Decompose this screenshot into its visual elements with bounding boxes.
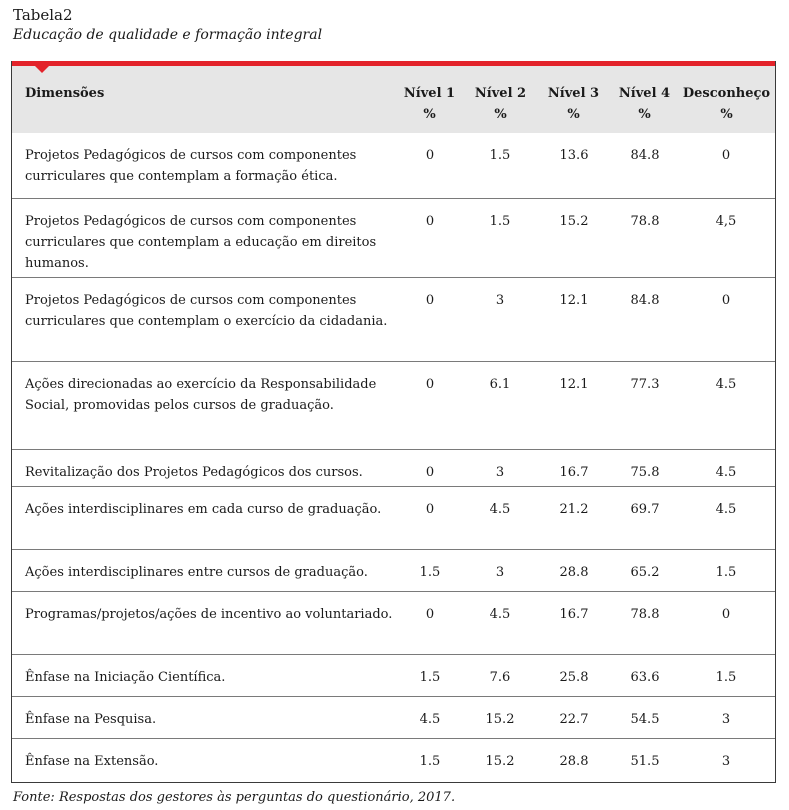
row-label: Ênfase na Pesquisa.	[25, 712, 157, 727]
cell-value: 0	[721, 607, 731, 622]
header-unit: %	[494, 107, 507, 122]
table-row	[12, 278, 775, 362]
header-unit: %	[567, 107, 580, 122]
cell-value: 65.2	[630, 565, 660, 580]
cell-value: 0	[425, 148, 435, 163]
cell-value: 63.6	[630, 670, 660, 685]
row-label: Ênfase na Extensão.	[25, 754, 159, 769]
cell-value: 0	[721, 148, 731, 163]
cell-value: 3	[721, 712, 731, 727]
cell-value: 22.7	[559, 712, 589, 727]
row-label: Ações interdisciplinares entre cursos de graduação.	[25, 565, 368, 580]
accent-notch	[35, 66, 49, 73]
cell-value: 77.3	[630, 377, 660, 392]
cell-value: 6.1	[489, 377, 511, 392]
cell-value: 4.5	[715, 502, 737, 517]
cell-value: 84.8	[630, 293, 660, 308]
header-label: Nível 2	[474, 86, 527, 101]
cell-value: 3	[495, 565, 505, 580]
cell-value: 0	[425, 465, 435, 480]
header-unit: %	[720, 107, 733, 122]
header-label: Dimensões	[25, 86, 105, 101]
row-label: Ênfase na Iniciação Científica.	[25, 670, 226, 685]
header-label: Desconheço	[682, 86, 771, 101]
cell-value: 0	[425, 214, 435, 229]
cell-value: 4.5	[489, 502, 511, 517]
header-dimensoes	[25, 83, 104, 104]
header-unit: %	[638, 107, 651, 122]
cell-value: 0	[425, 607, 435, 622]
cell-value: 78.8	[630, 607, 660, 622]
table-row	[12, 655, 775, 697]
table-row	[12, 550, 775, 592]
row-label: Ações direcionadas ao exercício da Responsabilidade Social, promovidas pelos cursos de graduação.	[25, 377, 377, 413]
cell-value: 51.5	[630, 754, 660, 769]
header-nivel-3	[541, 83, 606, 125]
header-label: Nível 3	[547, 86, 600, 101]
cell-value: 12.1	[559, 377, 589, 392]
row-label: Ações interdisciplinares em cada curso de graduação.	[25, 502, 382, 517]
cell-value: 84.8	[630, 148, 660, 163]
cell-value: 1.5	[489, 214, 511, 229]
header-unit: %	[423, 107, 436, 122]
cell-value: 15.2	[485, 754, 515, 769]
table-row	[12, 362, 775, 450]
cell-value: 3	[495, 465, 505, 480]
table-row	[12, 199, 775, 278]
cell-value: 16.7	[559, 465, 589, 480]
header-nivel-1	[397, 83, 462, 125]
table-row	[12, 450, 775, 487]
row-label: Revitalização dos Projetos Pedagógicos dos cursos.	[25, 465, 363, 480]
cell-value: 12.1	[559, 293, 589, 308]
table-title: Tabela2	[13, 6, 73, 24]
cell-value: 75.8	[630, 465, 660, 480]
cell-value: 15.2	[485, 712, 515, 727]
cell-value: 7.6	[489, 670, 511, 685]
header-label: Nível 1	[403, 86, 456, 101]
table-row	[12, 739, 775, 782]
header-label: Nível 4	[618, 86, 671, 101]
cell-value: 0	[721, 293, 731, 308]
cell-value: 0	[425, 293, 435, 308]
header-nivel-4	[612, 83, 677, 125]
cell-value: 16.7	[559, 607, 589, 622]
cell-value: 3	[495, 293, 505, 308]
row-label: Programas/projetos/ações de incentivo ao voluntariado.	[25, 607, 393, 622]
table-row	[12, 133, 775, 199]
cell-value: 3	[721, 754, 731, 769]
cell-value: 4.5	[715, 377, 737, 392]
cell-value: 54.5	[630, 712, 660, 727]
header-nivel-2	[468, 83, 533, 125]
cell-value: 0	[425, 502, 435, 517]
cell-value: 4,5	[715, 214, 737, 229]
cell-value: 15.2	[559, 214, 589, 229]
row-label: Projetos Pedagógicos de cursos com componentes curriculares que contemplam o exercício da cidadania.	[25, 293, 388, 329]
cell-value: 4.5	[419, 712, 441, 727]
table-header	[12, 66, 775, 133]
header-desconheco	[679, 83, 774, 125]
table-row	[12, 487, 775, 550]
cell-value: 1.5	[715, 670, 737, 685]
cell-value: 28.8	[559, 565, 589, 580]
table-row	[12, 592, 775, 655]
cell-value: 0	[425, 377, 435, 392]
cell-value: 4.5	[489, 607, 511, 622]
cell-value: 1.5	[419, 670, 441, 685]
cell-value: 25.8	[559, 670, 589, 685]
cell-value: 69.7	[630, 502, 660, 517]
table-source: Fonte: Respostas dos gestores às perguntas do questionário, 2017.	[13, 790, 456, 805]
data-table	[11, 61, 776, 783]
cell-value: 28.8	[559, 754, 589, 769]
table-row	[12, 697, 775, 739]
cell-value: 1.5	[489, 148, 511, 163]
cell-value: 1.5	[419, 754, 441, 769]
cell-value: 1.5	[419, 565, 441, 580]
row-label: Projetos Pedagógicos de cursos com componentes curriculares que contemplam a educação em direitos humanos.	[25, 214, 377, 271]
table-subtitle: Educação de qualidade e formação integral	[13, 27, 323, 43]
cell-value: 1.5	[715, 565, 737, 580]
cell-value: 4.5	[715, 465, 737, 480]
cell-value: 13.6	[559, 148, 589, 163]
cell-value: 78.8	[630, 214, 660, 229]
cell-value: 21.2	[559, 502, 589, 517]
row-label: Projetos Pedagógicos de cursos com componentes curriculares que contemplam a formação ética.	[25, 148, 357, 184]
